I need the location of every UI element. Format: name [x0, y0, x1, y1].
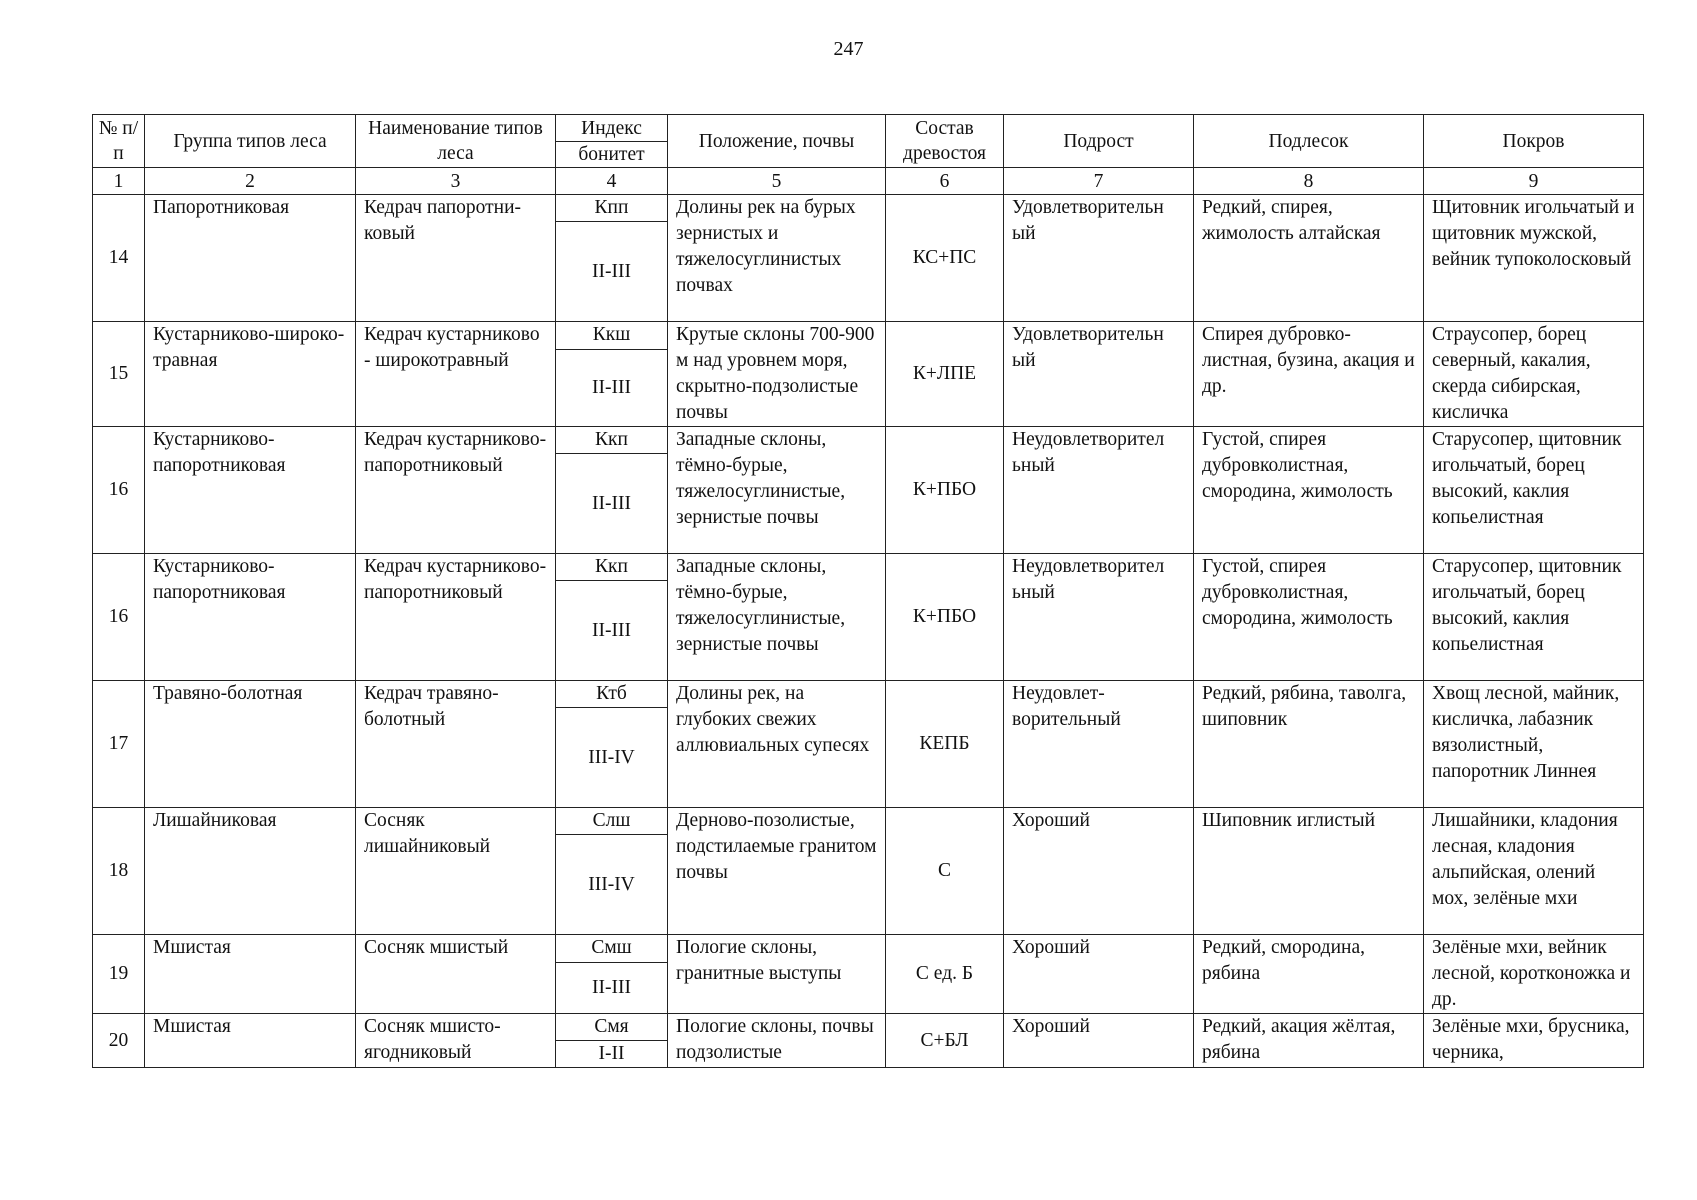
- understory: Редкий, смородина, рябина: [1194, 935, 1424, 1014]
- row-number: 14: [93, 195, 145, 322]
- undergrowth: Неудовлет-ворительный: [1004, 681, 1194, 808]
- forest-type-name: Кедрач кустарниково - широкотравный: [356, 322, 556, 427]
- forest-index: Ктб: [556, 681, 668, 708]
- stand-composition: С+БЛ: [886, 1014, 1004, 1068]
- understory: Редкий, рябина, таволга, шиповник: [1194, 681, 1424, 808]
- position-soils: Западные склоны, тёмно-бурые, тяжелосуглинистые, зернистые почвы: [668, 554, 886, 681]
- understory: Спирея дубровко-листная, бузина, акация и др.: [1194, 322, 1424, 427]
- forest-group: Травяно-болотная: [145, 681, 356, 808]
- forest-type-name: Сосняк лишайниковый: [356, 808, 556, 935]
- table-row: [93, 681, 1644, 708]
- stand-composition: С: [886, 808, 1004, 935]
- row-number: 16: [93, 554, 145, 681]
- table-row: [93, 935, 1644, 963]
- bonitet: III-IV: [556, 708, 668, 808]
- header-bonitet: бонитет: [556, 142, 668, 168]
- bonitet: II-III: [556, 581, 668, 681]
- forest-group: Мшистая: [145, 935, 356, 1014]
- stand-composition: С ед. Б: [886, 935, 1004, 1014]
- forest-group: Кустарниково-широко-травная: [145, 322, 356, 427]
- forest-group: Мшистая: [145, 1014, 356, 1068]
- ground-cover: Зелёные мхи, вейник лесной, коротконожка и др.: [1424, 935, 1644, 1014]
- ground-cover: Лишайники, кладония лесная, кладония альпийская, олений мох, зелёные мхи: [1424, 808, 1644, 935]
- position-soils: Пологие склоны, гранитные выступы: [668, 935, 886, 1014]
- forest-types-table: [92, 114, 1644, 1068]
- table-row: [93, 1014, 1644, 1041]
- ground-cover: Страусопер, борец северный, какалия, скерда сибирская, кисличка: [1424, 322, 1644, 427]
- stand-composition: К+ПБО: [886, 427, 1004, 554]
- forest-index: Кпп: [556, 195, 668, 222]
- position-soils: Крутые склоны 700-900 м над уровнем моря, скрытно-подзолистые почвы: [668, 322, 886, 427]
- row-number: 19: [93, 935, 145, 1014]
- undergrowth: Удовлетворительн ый: [1004, 195, 1194, 322]
- understory: Редкий, акация жёлтая, рябина: [1194, 1014, 1424, 1068]
- forest-type-name: Сосняк мшистый: [356, 935, 556, 1014]
- table-row: [93, 554, 1644, 581]
- bonitet: II-III: [556, 454, 668, 554]
- table-row: [93, 427, 1644, 454]
- header-undergrowth: Подрост: [1004, 115, 1194, 168]
- header-group: Группа типов леса: [145, 115, 356, 168]
- forest-index: Слш: [556, 808, 668, 835]
- position-soils: Долины рек на бурых зернистых и тяжелосуглинистых почвах: [668, 195, 886, 322]
- forest-type-name: Кедрач кустарниково-папоротниковый: [356, 427, 556, 554]
- header-name: Наименование типов леса: [356, 115, 556, 168]
- forest-index: Ккп: [556, 427, 668, 454]
- ground-cover: Старусопер, щитовник игольчатый, борец высокий, каклия копьелистная: [1424, 427, 1644, 554]
- forest-type-name: Кедрач травяно-болотный: [356, 681, 556, 808]
- understory: Шиповник иглистый: [1194, 808, 1424, 935]
- table-row: [93, 808, 1644, 835]
- position-soils: Пологие склоны, почвы подзолистые: [668, 1014, 886, 1068]
- table-row: [93, 195, 1644, 222]
- column-number: 7: [1004, 168, 1194, 195]
- forest-type-name: Кедрач папоротни-ковый: [356, 195, 556, 322]
- ground-cover: Старусопер, щитовник игольчатый, борец высокий, каклия копьелистная: [1424, 554, 1644, 681]
- forest-group: Папоротниковая: [145, 195, 356, 322]
- forest-type-name: Кедрач кустарниково-папоротниковый: [356, 554, 556, 681]
- header-index: Индекс: [556, 115, 668, 142]
- forest-index: Смя: [556, 1014, 668, 1041]
- header-cover: Покров: [1424, 115, 1644, 168]
- column-number: 5: [668, 168, 886, 195]
- row-number: 17: [93, 681, 145, 808]
- forest-group: Лишайниковая: [145, 808, 356, 935]
- undergrowth: Хороший: [1004, 1014, 1194, 1068]
- column-number: 9: [1424, 168, 1644, 195]
- column-number: 1: [93, 168, 145, 195]
- forest-group: Кустарниково-папоротниковая: [145, 427, 356, 554]
- header-position: Положение, почвы: [668, 115, 886, 168]
- undergrowth: Неудовлетворител ьный: [1004, 554, 1194, 681]
- column-number: 3: [356, 168, 556, 195]
- column-number: 6: [886, 168, 1004, 195]
- stand-composition: К+ПБО: [886, 554, 1004, 681]
- stand-composition: КЕПБ: [886, 681, 1004, 808]
- position-soils: Дерново-позолистые, подстилаемые гранитом почвы: [668, 808, 886, 935]
- forest-index: Ккп: [556, 554, 668, 581]
- table-body: [93, 195, 1644, 1068]
- ground-cover: Хвощ лесной, майник, кисличка, лабазник вязолистный, папоротник Линнея: [1424, 681, 1644, 808]
- bonitet: III-IV: [556, 835, 668, 935]
- position-soils: Западные склоны, тёмно-бурые, тяжелосуглинистые, зернистые почвы: [668, 427, 886, 554]
- forest-type-name: Сосняк мшисто-ягодниковый: [356, 1014, 556, 1068]
- column-number: 8: [1194, 168, 1424, 195]
- row-number: 16: [93, 427, 145, 554]
- column-number: 2: [145, 168, 356, 195]
- undergrowth: Неудовлетворител ьный: [1004, 427, 1194, 554]
- bonitet: II-III: [556, 349, 668, 426]
- understory: Густой, спирея дубровколистная, смородина, жимолость: [1194, 427, 1424, 554]
- page-number: 247: [833, 38, 864, 60]
- understory: Густой, спирея дубровколистная, смородина, жимолость: [1194, 554, 1424, 681]
- header-num: № п/п: [93, 115, 145, 168]
- ground-cover: Щитовник игольчатый и щитовник мужской, вейник тупоколосковый: [1424, 195, 1644, 322]
- table-row: [93, 322, 1644, 350]
- row-number: 20: [93, 1014, 145, 1068]
- header-composition: Состав древостоя: [886, 115, 1004, 168]
- undergrowth: Хороший: [1004, 808, 1194, 935]
- forest-index: Смш: [556, 935, 668, 963]
- column-number: 4: [556, 168, 668, 195]
- bonitet: I-II: [556, 1041, 668, 1068]
- undergrowth: Хороший: [1004, 935, 1194, 1014]
- understory: Редкий, спирея, жимолость алтайская: [1194, 195, 1424, 322]
- forest-index: Ккш: [556, 322, 668, 350]
- stand-composition: К+ЛПЕ: [886, 322, 1004, 427]
- row-number: 15: [93, 322, 145, 427]
- bonitet: II-III: [556, 962, 668, 1013]
- bonitet: II-III: [556, 222, 668, 322]
- header-understory: Подлесок: [1194, 115, 1424, 168]
- position-soils: Долины рек, на глубоких свежих аллювиальных супесях: [668, 681, 886, 808]
- forest-group: Кустарниково-папоротниковая: [145, 554, 356, 681]
- undergrowth: Удовлетворительн ый: [1004, 322, 1194, 427]
- ground-cover: Зелёные мхи, брусника, черника,: [1424, 1014, 1644, 1068]
- stand-composition: КС+ПС: [886, 195, 1004, 322]
- row-number: 18: [93, 808, 145, 935]
- table-header: [93, 115, 1644, 195]
- column-numbers-row: [93, 168, 1644, 195]
